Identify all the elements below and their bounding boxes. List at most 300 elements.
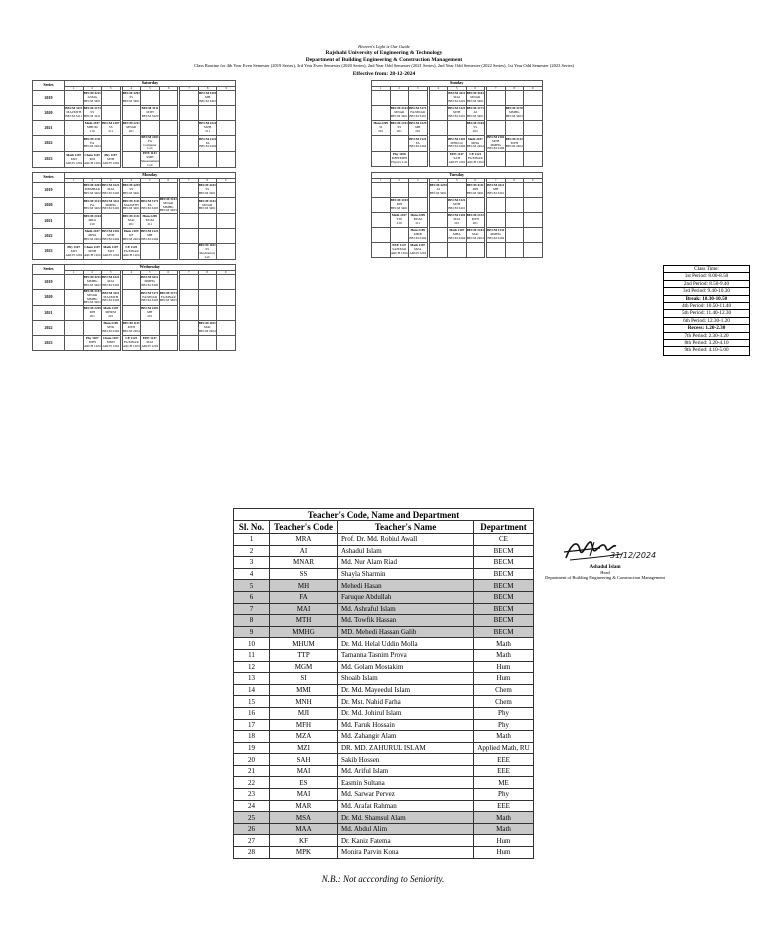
room: BECM 3401	[448, 113, 466, 118]
course-code: BECM 2121	[141, 229, 159, 234]
room: BECM 2404	[466, 144, 484, 149]
teacher-code: FA	[90, 202, 95, 207]
routine-row	[33, 152, 236, 168]
routine-cell	[487, 213, 506, 228]
routine-cell	[390, 121, 409, 136]
routine-cell	[83, 336, 102, 351]
teacher-code: MTH	[107, 233, 115, 238]
teacher-code-cell: MFH	[270, 719, 338, 731]
teacher-table-header	[234, 521, 534, 534]
teacher-code-cell: MAR	[270, 800, 338, 812]
series-label: 2020	[33, 290, 65, 306]
teacher-name-cell: Md. Towfik Hassan	[338, 615, 474, 627]
course-code: BECM 3111	[102, 198, 120, 203]
teacher-code: FA	[147, 138, 152, 143]
teacher-code: SI	[379, 125, 383, 130]
routine-cell	[505, 243, 524, 258]
routine-cell	[180, 198, 199, 214]
routine-cell	[83, 244, 102, 260]
course-code: BECM 3141	[83, 289, 101, 294]
teacher-sl-cell: 26	[234, 823, 270, 835]
room: BECM 3401	[448, 205, 466, 210]
room: ARCH 1204	[122, 252, 140, 257]
period-number: 7	[487, 86, 506, 90]
teacher-code-cell: MNAR	[270, 557, 338, 569]
routine-cell	[122, 275, 141, 290]
teacher-code-cell: MMI	[270, 684, 338, 696]
period-number: 1	[65, 86, 84, 90]
course-code: Hum 2109	[123, 229, 139, 234]
routine-cell	[141, 214, 160, 229]
teacher-sl-cell: 13	[234, 673, 270, 685]
footnote: N.B.: Not acccording to Seniority.	[321, 874, 445, 884]
signature-date: 31/12/2024	[610, 551, 657, 560]
course-code: BECM 3141	[159, 197, 177, 202]
course-code: BECM 3171	[141, 198, 159, 203]
course-code: Chem 1107	[84, 153, 101, 158]
course-code: Hum 2209	[410, 213, 426, 218]
course-code: BECM 3111	[122, 198, 140, 203]
room: BECM 2404	[102, 237, 120, 242]
routine-cell	[122, 306, 141, 321]
teacher-code: MH	[147, 310, 153, 315]
routine-cell	[65, 214, 84, 229]
class-time-period: 6th Period: 12.30-1.20	[664, 318, 749, 325]
routine-cell	[390, 152, 409, 167]
room: BECM 2404	[102, 329, 120, 334]
teacher-code: MHUM	[86, 125, 98, 130]
teacher-code-cell: KF	[270, 835, 338, 847]
routine-cell	[83, 183, 102, 198]
routine-cell	[83, 321, 102, 336]
routine-cell	[429, 243, 448, 258]
period-number: 3	[102, 178, 121, 182]
course-code: BECM 2101	[102, 229, 120, 234]
teacher-name-cell: Md. Golam Mostakim	[338, 661, 474, 673]
routine-cell	[180, 214, 199, 229]
routine-cell	[141, 275, 160, 290]
teacher-dept-cell: Phy	[474, 719, 534, 731]
teacher-row	[234, 684, 534, 696]
course-code: BECM 2121	[409, 136, 427, 141]
teacher-sl-cell: 20	[234, 754, 270, 766]
routine-cell	[429, 198, 448, 213]
teacher-dept-cell: Hum	[474, 673, 534, 685]
routine-cell	[409, 243, 428, 258]
routine-cell	[198, 152, 217, 168]
course-code: Hum 2109	[410, 228, 426, 233]
routine-row	[33, 336, 236, 351]
course-code: BECM 2101	[390, 121, 408, 126]
teacher-code: MAI	[128, 218, 135, 223]
routine-cell	[83, 214, 102, 229]
teacher-dept-cell: Math	[474, 812, 534, 824]
routine-cell	[466, 106, 485, 121]
routine-cell	[65, 91, 84, 106]
period-number: 9	[524, 178, 543, 182]
routine-cell	[122, 198, 141, 214]
teacher-row	[234, 649, 534, 661]
routine-cell	[122, 244, 141, 260]
room: 211	[205, 128, 211, 133]
period-number: 5	[448, 86, 467, 90]
teacher-dept-cell: Chem	[474, 684, 534, 696]
room: BECM 3401	[466, 113, 484, 118]
teacher-name-cell: Sakib Hossen	[338, 754, 474, 766]
course-code: EEE 1147	[142, 336, 157, 341]
routine-cell	[141, 152, 160, 168]
routine-cell	[217, 336, 236, 351]
course-code: BECM 1101	[198, 321, 216, 326]
room: ARCH 1204	[390, 250, 408, 255]
routine-cell	[524, 106, 543, 121]
routine-cell	[102, 152, 121, 168]
room: BECM 3401	[409, 113, 427, 118]
teacher-sl-cell: 24	[234, 800, 270, 812]
course-code: EEE 1141	[143, 151, 157, 156]
routine-cell	[409, 228, 428, 243]
room: BECM 3420	[141, 113, 159, 118]
room: BECM 3403	[83, 300, 101, 305]
teacher-sl-cell: 14	[234, 684, 270, 696]
routine-cell	[198, 106, 217, 121]
routine-cell	[180, 152, 199, 168]
routine-cell	[159, 198, 178, 214]
teacher-dept-cell: Phy	[474, 707, 534, 719]
routine-cell	[159, 336, 178, 351]
routine-cell	[180, 183, 199, 198]
course-code: BECM 2101	[466, 228, 484, 233]
room: BECM 2404	[448, 144, 466, 149]
room: BECM 3403	[505, 113, 523, 118]
class-time-box	[663, 265, 750, 356]
routine-cell	[429, 228, 448, 243]
routine-cell	[217, 306, 236, 321]
routine-cell	[159, 244, 178, 260]
course-code: CE 1125	[125, 336, 138, 341]
routine-cell	[159, 121, 178, 136]
routine-row	[33, 229, 236, 244]
routine-cell	[217, 229, 236, 244]
routine-cell	[429, 213, 448, 228]
room: 201	[396, 128, 402, 133]
routine-cell	[448, 183, 467, 198]
routine-cell	[409, 152, 428, 167]
period-number: 2	[83, 178, 102, 182]
teacher-sl-cell: 19	[234, 742, 270, 754]
teacher-row	[234, 742, 534, 754]
room: 210	[396, 220, 402, 225]
routine-cell	[122, 336, 141, 351]
routine-cell	[217, 244, 236, 260]
routine-cell	[83, 121, 102, 136]
teacher-code: MMHG	[508, 110, 520, 115]
teacher-name-cell: Mehedi Hasan	[338, 580, 474, 592]
room: BECM 3411	[83, 113, 101, 118]
course-code: BECM 2121	[199, 136, 217, 141]
teacher-code: MTH	[510, 140, 518, 145]
course-code: Phy 1107	[85, 336, 99, 341]
teacher-dept-cell: Hum	[474, 847, 534, 859]
routine-cell	[198, 290, 217, 306]
teacher-name-cell: Dr. Md. Mayeedul Islam	[338, 684, 474, 696]
teacher-name-cell: Md. Ariful Islam	[338, 765, 474, 777]
teacher-code: FA/MNAR	[123, 248, 139, 253]
routine-cell	[141, 306, 160, 321]
teacher-code: MNAR MMHG	[162, 200, 174, 209]
teacher-sl-cell: 11	[234, 649, 270, 661]
teacher-sl-cell: 2	[234, 545, 270, 557]
routine-cell	[180, 321, 199, 336]
room: BECM 2404	[505, 144, 523, 149]
teacher-code: MGM	[413, 217, 422, 222]
teacher-sl-cell: 1	[234, 534, 270, 546]
routine-cell	[390, 228, 409, 243]
routine-cell	[141, 183, 160, 198]
teacher-dept-cell: BECM	[474, 568, 534, 580]
teacher-code-cell: AI	[270, 545, 338, 557]
room: BECM 2404	[466, 235, 484, 240]
teacher-code: MHUGU	[450, 140, 463, 145]
class-time-period: 1st Period: 8.00-8.50	[664, 273, 749, 280]
teacher-code-cell: MSA	[270, 812, 338, 824]
routine-cell	[524, 213, 543, 228]
teacher-name-cell: Shoaib Islam	[338, 673, 474, 685]
teacher-code: MNH	[88, 248, 97, 253]
teacher-row	[234, 707, 534, 719]
teacher-name-cell: DR. MD. ZAHURUL ISLAM	[338, 742, 474, 754]
routine-row	[371, 121, 542, 136]
routine-cell	[524, 183, 543, 198]
routine-row	[33, 214, 236, 229]
room: BECM 3402	[83, 282, 101, 287]
teacher-row	[234, 534, 534, 546]
routine-cell	[487, 136, 506, 152]
period-number: 9	[217, 86, 236, 90]
room: BECM 2404	[83, 144, 101, 149]
routine-description: Class Routine for 4th Year Even Semester (2019 Series), 3rd Year Even Semester (2020 Series), 2nd Year Odd Semester (2021 Series), 2nd Year Odd Semester (2022 Series), 1st Year Odd Semester (2023 Series)	[193, 63, 575, 69]
period-number: 1	[65, 270, 84, 274]
routine-row	[33, 321, 236, 336]
course-code: BECM 2104	[83, 214, 101, 219]
routine-row	[33, 275, 236, 290]
room: BECM 3401	[390, 113, 408, 118]
teacher-sl-cell: 17	[234, 719, 270, 731]
course-code: BECM 2301	[141, 306, 159, 311]
routine-row	[33, 306, 236, 321]
teacher-code: MHA	[452, 232, 461, 237]
room: 201	[472, 220, 478, 225]
routine-cell	[372, 228, 391, 243]
course-code: CE 1121	[469, 152, 482, 157]
teacher-code-cell: ES	[270, 777, 338, 789]
routine-cell	[159, 183, 178, 198]
teacher-code: MFH	[88, 340, 96, 345]
routine-cell	[466, 136, 485, 152]
routine-cell	[524, 243, 543, 258]
period-number: 4	[122, 270, 141, 274]
room: ARCH 1204	[102, 160, 120, 165]
teacher-table-title: Teacher's Code, Name and Department	[233, 508, 534, 520]
series-label: 2019	[33, 183, 65, 198]
teacher-dept-cell: BECM	[474, 580, 534, 592]
teacher-code: FA	[147, 202, 152, 207]
teacher-row	[234, 557, 534, 569]
course-code: Math 2107	[103, 306, 119, 311]
teacher-code: MZH	[204, 125, 212, 130]
teacher-code-cell: FA	[270, 591, 338, 603]
routine-cell	[102, 290, 121, 306]
course-code: BECM 4101	[199, 91, 217, 96]
room: BECM 3401	[390, 205, 408, 210]
series-header: Series	[33, 265, 65, 275]
room: 201	[454, 220, 460, 225]
period-number: 4	[122, 86, 141, 90]
day-header: Saturday	[65, 81, 236, 87]
routine-cell	[198, 321, 217, 336]
room: BECM 2404	[487, 235, 505, 240]
teacher-code: ASMA	[87, 95, 98, 100]
routine-cell	[390, 213, 409, 228]
course-code: BECM 4211	[141, 275, 159, 280]
period-number: 5	[448, 178, 467, 182]
routine-cell	[505, 121, 524, 136]
routine-cell	[429, 183, 448, 198]
routine-cell	[448, 121, 467, 136]
period-number: 5	[141, 270, 160, 274]
routine-cell	[217, 214, 236, 229]
routine-tuesday-table	[371, 172, 543, 258]
course-code: BECM 3103	[390, 198, 408, 203]
routine-cell	[217, 275, 236, 290]
column-header: Sl. No.	[234, 521, 270, 534]
teacher-dept-cell: Hum	[474, 661, 534, 673]
period-number: 6	[159, 178, 178, 182]
routine-cell	[198, 198, 217, 214]
room: BECM 2404	[448, 235, 466, 240]
teacher-row	[234, 812, 534, 824]
teacher-code: MHUM	[105, 310, 117, 315]
routine-row	[33, 290, 236, 306]
teacher-name-cell: Tamanna Tasnim Prova	[338, 649, 474, 661]
teacher-code: SMH	[146, 154, 154, 159]
department-name: Department of Building Engineering & Construction Management	[305, 56, 463, 63]
class-time-period: 8th Period: 3.20-4.10	[664, 340, 749, 347]
routine-cell	[198, 183, 217, 198]
teacher-code-cell: MHUM	[270, 638, 338, 650]
teacher-code: MAZMTH	[123, 202, 139, 207]
course-code: BECM 3121	[83, 198, 101, 203]
teacher-dept-cell: BECM	[474, 626, 534, 638]
course-code: BECM 3171	[409, 106, 427, 111]
teacher-dept-cell: BECM	[474, 591, 534, 603]
routine-cell	[524, 152, 543, 167]
course-code: BECM 4235	[429, 183, 447, 188]
room: BECM 3401	[466, 98, 484, 103]
period-number: 7	[180, 86, 199, 90]
room: 210	[89, 222, 95, 227]
routine-row	[33, 136, 236, 152]
room: ARCH 1204	[65, 252, 83, 257]
teacher-row	[234, 800, 534, 812]
routine-cell	[524, 198, 543, 213]
routine-cell	[466, 91, 485, 106]
routine-cell	[83, 136, 102, 152]
teacher-code-cell: MPK	[270, 847, 338, 859]
routine-cell	[159, 152, 178, 168]
teacher-code: MHA	[88, 233, 97, 238]
routine-cell	[429, 91, 448, 106]
routine-cell	[122, 290, 141, 306]
routine-cell	[122, 106, 141, 121]
routine-cell	[466, 243, 485, 258]
class-time-period: 7th Period: 2.30-3.20	[664, 333, 749, 340]
routine-cell	[466, 183, 485, 198]
course-code: BECM 3121	[448, 106, 466, 111]
routine-cell	[487, 243, 506, 258]
teacher-code-cell: TTP	[270, 649, 338, 661]
teacher-row	[234, 835, 534, 847]
teacher-code: MAI	[472, 232, 479, 237]
teacher-sl-cell: 21	[234, 765, 270, 777]
teacher-dept-cell: EEE	[474, 800, 534, 812]
routine-cell	[524, 136, 543, 152]
teacher-name-cell: Md. Arafat Rahman	[338, 800, 474, 812]
teacher-code: MFH/MPH	[391, 156, 407, 161]
routine-cell	[409, 213, 428, 228]
routine-cell	[448, 243, 467, 258]
teacher-dept-cell: EEE	[474, 765, 534, 777]
room: BECM 3401	[198, 206, 216, 211]
room: BECM 2404	[198, 329, 216, 334]
teacher-code: MAI	[453, 217, 460, 222]
class-time-period: 2nd Period: 8.50-9.40	[664, 281, 749, 288]
period-number: 1	[372, 178, 391, 182]
course-code: BECM 4211	[487, 183, 505, 188]
routine-cell	[141, 106, 160, 121]
teacher-name-cell: Md. Nur Alam Riad	[338, 557, 474, 569]
teacher-sl-cell: 16	[234, 707, 270, 719]
course-code: Phy 1107	[104, 153, 118, 158]
routine-cell	[65, 229, 84, 244]
teacher-name-cell: Monira Parvin Kona	[338, 847, 474, 859]
routine-cell	[429, 106, 448, 121]
teacher-code: MAI	[453, 95, 460, 100]
room: BECM 3403	[159, 298, 177, 303]
effective-date: Effective from: 28-12-2024	[352, 71, 416, 77]
routine-cell	[122, 214, 141, 229]
series-label: 2019	[33, 275, 65, 290]
routine-cell	[159, 136, 178, 152]
period-number: 8	[198, 178, 217, 182]
routine-cell	[198, 244, 217, 260]
teacher-sl-cell: 6	[234, 591, 270, 603]
teacher-name-cell: Shayla Sharmin	[338, 568, 474, 580]
teacher-code: MMHG	[490, 232, 502, 237]
routine-cell	[505, 228, 524, 243]
routine-cell	[390, 91, 409, 106]
routine-cell	[409, 91, 428, 106]
room: BECM 3411	[65, 113, 83, 118]
teacher-code: MTH MMHG	[490, 138, 502, 147]
routine-cell	[429, 121, 448, 136]
teacher-sl-cell: 18	[234, 731, 270, 743]
teacher-code: MZI	[107, 248, 114, 253]
routine-cell	[141, 121, 160, 136]
routine-cell	[102, 306, 121, 321]
teacher-code: MZA	[414, 247, 422, 252]
routine-cell	[429, 136, 448, 152]
